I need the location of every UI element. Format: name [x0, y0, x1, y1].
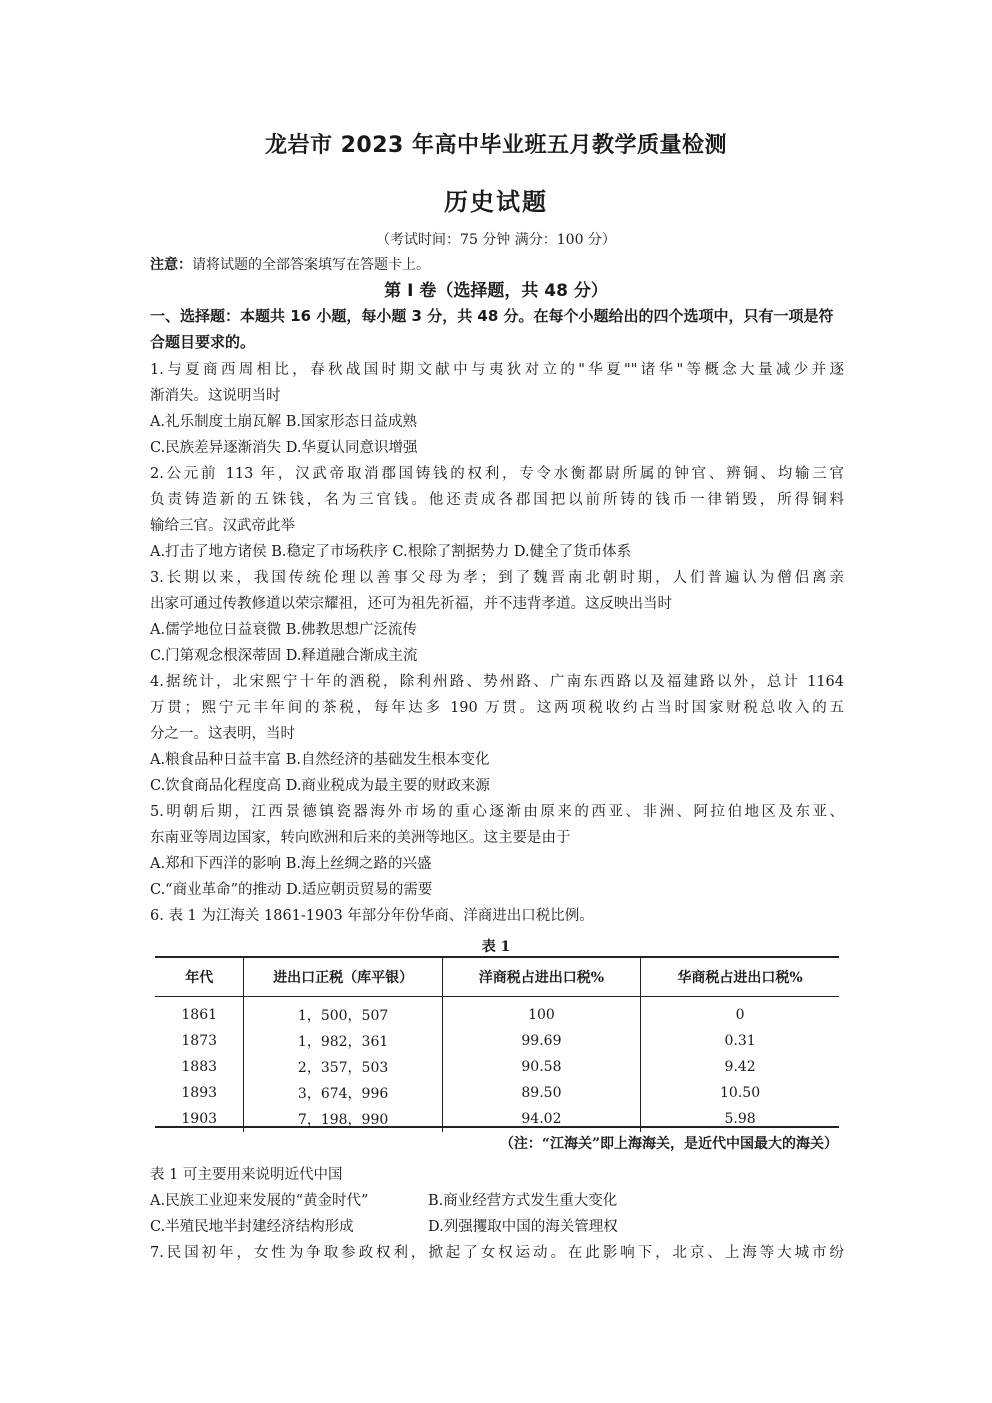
table-cell: 3，674，996 — [244, 1080, 442, 1106]
q6-option-d: D.列强攫取中国的海关管理权 — [428, 1219, 618, 1235]
table-cell: 99.69 — [442, 1028, 640, 1054]
q4-option-line: A.粮食品种日益丰富 B.自然经济的基础发生根本变化 — [150, 752, 490, 768]
table-cell: 9.42 — [641, 1054, 839, 1080]
q4-stem-line: 分之一。这表明，当时 — [150, 726, 295, 742]
exam-subtitle: 历史试题 — [444, 188, 548, 216]
q6-after-line: 表 1 可主要用来说明近代中国 — [150, 1167, 343, 1183]
q3-option-line: C.门第观念根深蒂固 D.释道融合渐成主流 — [150, 648, 418, 664]
notice — [150, 254, 430, 274]
exam-title: 龙岩市 2023 年高中毕业班五月教学质量检测 — [264, 133, 728, 158]
q2-stem-line: 2.公元前 113 年，汉武帝取消郡国铸钱的权利，专令水衡都尉所属的钟官、辨铜、均输三官 — [150, 466, 844, 482]
q5-option-line: C.“商业革命”的推动 D.适应朝贡贸易的需要 — [150, 882, 433, 898]
q5-stem-line: 5.明朝后期，江西景德镇瓷器海外市场的重心逐渐由原来的西亚、非洲、阿拉伯地区及东亚、 — [150, 804, 844, 820]
table-row — [155, 1106, 839, 1132]
table-row — [155, 1054, 839, 1080]
table-cell: 90.58 — [442, 1054, 640, 1080]
table-cell: 7，198，990 — [244, 1106, 442, 1132]
q6-option-c: C.半殖民地半封建经济结构形成 — [150, 1219, 354, 1235]
q3-option-line: A.儒学地位日益衰微 B.佛教思想广泛流传 — [150, 622, 417, 638]
q1-stem-line: 渐消失。这说明当时 — [150, 388, 281, 404]
tax-table — [155, 956, 839, 1128]
q4-stem-line: 万贯；熙宁元丰年间的茶税，每年达多 190 万贯。这两项税收约占当时国家财税总收入的五 — [150, 700, 844, 716]
table-row — [155, 1080, 839, 1106]
table-cell: 1883 — [181, 1059, 218, 1075]
notice-text: 请将试题的全部答案填写在答题卡上。 — [192, 257, 430, 273]
table-header-cell: 华商税占进出口税% — [641, 958, 839, 997]
q6-option-a: A.民族工业迎来发展的“黄金时代” — [150, 1193, 369, 1209]
table-header-row — [155, 958, 839, 997]
table-cell: 1，982，361 — [244, 1028, 442, 1054]
q4-option-line: C.饮食商品化程度高 D.商业税成为最主要的财政来源 — [150, 778, 491, 794]
q2-stem-line: 负责铸造新的五铢钱，名为三官钱。他还责成各郡国把以前所铸的钱币一律销毁，所得铜料 — [150, 492, 844, 508]
q1-option-line: A.礼乐制度土崩瓦解 B.国家形态日益成熟 — [150, 414, 417, 430]
table-cell: 1873 — [181, 1033, 218, 1049]
table-cell: 89.50 — [442, 1080, 640, 1106]
table-cell: 5.98 — [641, 1106, 839, 1132]
part1-heading: 第 I 卷（选择题，共 48 分） — [384, 281, 608, 301]
table-cell: 1903 — [181, 1111, 218, 1127]
table-cell: 94.02 — [442, 1106, 640, 1132]
table-caption: 表 1 — [481, 939, 511, 955]
q1-option-line: C.民族差异逐渐消失 D.华夏认同意识增强 — [150, 440, 418, 456]
table-header-cell: 进出口正税（库平银） — [244, 958, 442, 997]
table-cell: 1，500，507 — [244, 997, 442, 1029]
notice-label: 注意： — [150, 257, 192, 273]
part1-instructions: 一、选择题：本题共 16 小题，每小题 3 分，共 48 分。在每个小题给出的四个选项中，只有一项是符合题目要求的。 — [150, 307, 834, 351]
q2-option-line: A.打击了地方诸侯 B.稳定了市场秩序 C.根除了割据势力 D.健全了货币体系 — [150, 544, 632, 560]
table-cell: 10.50 — [641, 1080, 839, 1106]
table-cell: 1861 — [181, 1007, 218, 1023]
table-cell: 100 — [442, 997, 640, 1029]
table-note: （注：“江海关”即上海海关，是近代中国最大的海关） — [499, 1136, 838, 1152]
q2-stem-line: 输给三官。汉武帝此举 — [150, 518, 295, 534]
table-cell: 1893 — [181, 1085, 218, 1101]
table-row — [155, 1028, 839, 1054]
q6-option-b: B.商业经营方式发生重大变化 — [428, 1193, 618, 1209]
exam-info: （考试时间：75 分钟 满分：100 分） — [376, 232, 616, 248]
q3-stem-line: 3.长期以来，我国传统伦理以善事父母为孝；到了魏晋南北朝时期，人们普遍认为僧侣离亲 — [150, 570, 844, 586]
table-cell: 0.31 — [641, 1028, 839, 1054]
q6-option-line — [150, 1189, 844, 1210]
q7-stem-line: 7.民国初年，女性为争取参政权利，掀起了女权运动。在此影响下，北京、上海等大城市纷 — [150, 1245, 844, 1261]
table-header-cell: 洋商税占进出口税% — [442, 958, 640, 997]
q1-stem-line: 1.与夏商西周相比，春秋战国时期文献中与夷狄对立的"华夏""诸华"等概念大量减少并逐 — [150, 362, 844, 378]
table-cell: 0 — [641, 997, 839, 1029]
q4-stem-line: 4.据统计，北宋熙宁十年的酒税，除利州路、势州路、广南东西路以及福建路以外，总计 1164 — [150, 674, 844, 690]
table-header-cell: 年代 — [155, 958, 244, 997]
q6-option-line — [150, 1215, 844, 1236]
table-row — [155, 997, 839, 1029]
q5-stem-line: 东南亚等周边国家，转向欧洲和后来的美洲等地区。这主要是由于 — [150, 830, 571, 846]
q6-stem-line: 6. 表 1 为江海关 1861-1903 年部分年份华商、洋商进出口税比例。 — [150, 908, 594, 924]
q3-stem-line: 出家可通过传教修道以荣宗耀祖，还可为祖先祈福，并不违背孝道。这反映出当时 — [150, 596, 672, 612]
table-cell: 2，357，503 — [244, 1054, 442, 1080]
q5-option-line: A.郑和下西洋的影响 B.海上丝绸之路的兴盛 — [150, 856, 432, 872]
